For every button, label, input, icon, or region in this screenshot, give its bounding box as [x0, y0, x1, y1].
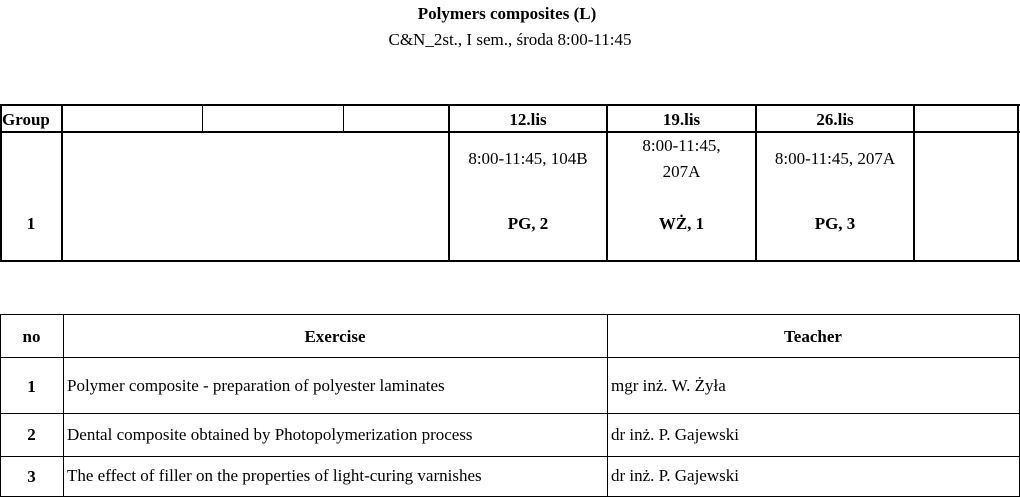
table-line [0, 314, 1020, 315]
page-title: Polymers composites (L) [417, 4, 597, 23]
date-header: 26.lis [816, 110, 854, 129]
grid-line [0, 260, 1020, 262]
slot-teacher: WŻ, 1 [658, 214, 705, 233]
date-header: 19.lis [662, 110, 701, 129]
page-subtitle: C&N_2st., I sem., środa 8:00-11:45 [388, 30, 632, 49]
column-header-teacher: Teacher [784, 327, 842, 346]
column-header-no: no [22, 327, 41, 346]
row-exercise: Dental composite obtained by Photopolymerization process [67, 425, 473, 444]
group-header: Group [2, 110, 50, 129]
schedule-grid [0, 104, 1020, 262]
date-header: 12.lis [509, 110, 547, 129]
row-teacher: dr inż. P. Gajewski [611, 425, 739, 444]
row-number: 1 [27, 377, 36, 396]
slot-time: 8:00-11:45, 104B [468, 149, 588, 168]
grid-line [0, 104, 1020, 106]
exercise-table [0, 314, 1020, 497]
grid-line [202, 104, 203, 132]
group-number: 1 [26, 214, 36, 233]
grid-line [61, 104, 63, 262]
slot-time: 8:00-11:45, 207A [774, 149, 896, 168]
grid-line [913, 104, 915, 262]
slot-time: 207A [662, 162, 701, 181]
row-teacher: mgr inż. W. Żyła [611, 376, 726, 395]
row-exercise: The effect of filler on the properties of light-curing varnishes [67, 466, 482, 485]
grid-line [343, 104, 344, 132]
row-teacher: dr inż. P. Gajewski [611, 466, 739, 485]
row-number: 2 [27, 425, 36, 444]
column-header-exercise: Exercise [304, 327, 366, 346]
slot-teacher: PG, 2 [507, 214, 549, 233]
table-line [0, 413, 1020, 414]
grid-line [0, 131, 1020, 133]
table-line [0, 456, 1020, 457]
slot-time: 8:00-11:45, [642, 136, 721, 155]
row-number: 3 [27, 467, 36, 486]
grid-line [1017, 104, 1019, 262]
row-exercise: Polymer composite - preparation of polyester laminates [67, 376, 445, 395]
slot-teacher: PG, 3 [814, 214, 856, 233]
table-line [0, 357, 1020, 358]
